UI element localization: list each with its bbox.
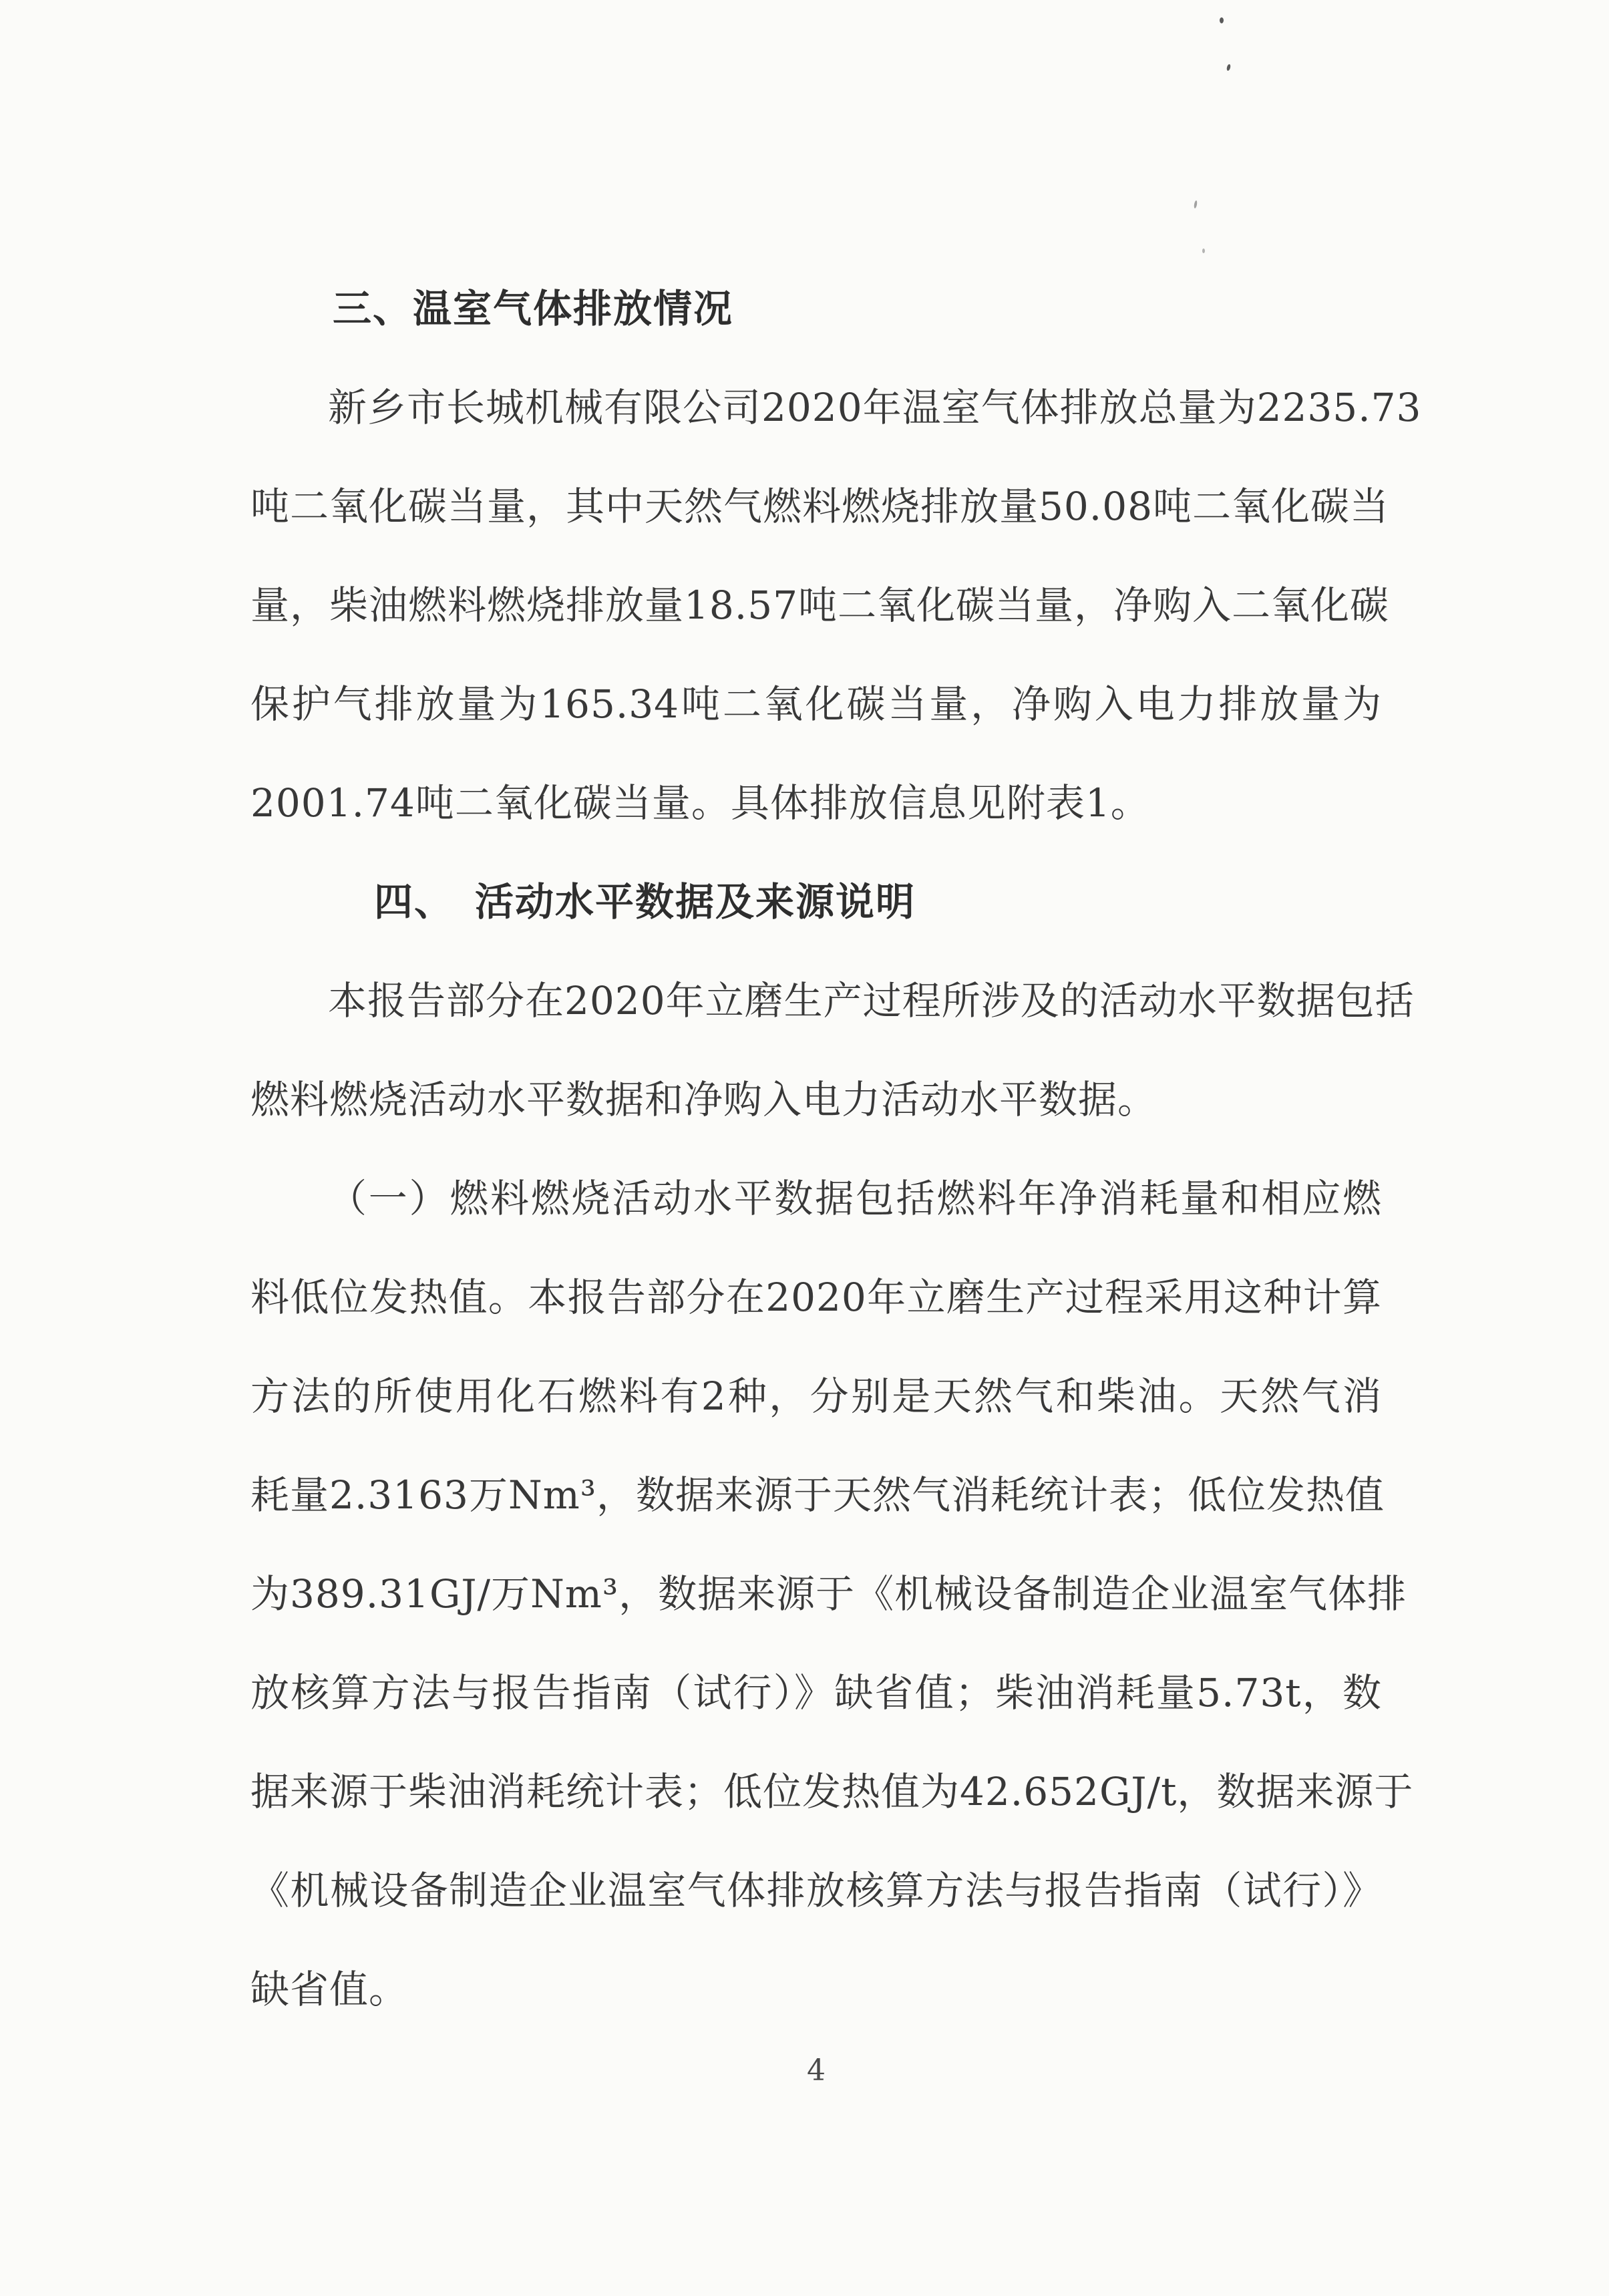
paragraph-3-line-5: 为389.31GJ/万Nm³，数据来源于《机械设备制造企业温室气体排 bbox=[250, 1571, 1407, 1617]
paragraph-3-line-1: （一）燃料燃烧活动水平数据包括燃料年净消耗量和相应燃 bbox=[328, 1176, 1382, 1221]
paragraph-3-line-3: 方法的所使用化石燃料有2种，分别是天然气和柴油。天然气消 bbox=[250, 1373, 1382, 1419]
paragraph-1-line-2: 吨二氧化碳当量，其中天然气燃料燃烧排放量50.08吨二氧化碳当 bbox=[250, 484, 1390, 529]
paragraph-1-line-4: 保护气排放量为165.34吨二氧化碳当量，净购入电力排放量为 bbox=[250, 681, 1382, 727]
section-4-heading: 四、 活动水平数据及来源说明 bbox=[374, 879, 916, 925]
paragraph-3-line-8: 《机械设备制造企业温室气体排放核算方法与报告指南（试行）》 bbox=[250, 1868, 1382, 1913]
paragraph-1-line-5: 2001.74吨二氧化碳当量。具体排放信息见附表1。 bbox=[250, 780, 1150, 826]
paragraph-3-line-9: 缺省值。 bbox=[250, 1967, 409, 2012]
scan-speck-icon bbox=[1194, 200, 1198, 209]
paragraph-2-line-2: 燃料燃烧活动水平数据和净购入电力活动水平数据。 bbox=[250, 1077, 1157, 1122]
paragraph-3-line-2: 料低位发热值。本报告部分在2020年立磨生产过程采用这种计算 bbox=[250, 1275, 1382, 1320]
paragraph-1-line-1: 新乡市长城机械有限公司2020年温室气体排放总量为2235.73 bbox=[328, 385, 1422, 430]
paragraph-3-line-4: 耗量2.3163万Nm³，数据来源于天然气消耗统计表；低位发热值 bbox=[250, 1472, 1385, 1518]
section-3-heading: 三、温室气体排放情况 bbox=[333, 286, 734, 331]
paragraph-3-line-7: 据来源于柴油消耗统计表；低位发热值为42.652GJ/t，数据来源于 bbox=[250, 1769, 1414, 1814]
scan-speck-icon bbox=[1220, 17, 1224, 23]
paragraph-3-line-6: 放核算方法与报告指南（试行）》缺省值；柴油消耗量5.73t，数 bbox=[250, 1670, 1382, 1715]
scan-speck-icon bbox=[1202, 249, 1205, 253]
page-number: 4 bbox=[807, 2054, 826, 2088]
scan-speck-icon bbox=[1226, 64, 1231, 71]
paragraph-1-line-3: 量，柴油燃料燃烧排放量18.57吨二氧化碳当量，净购入二氧化碳 bbox=[250, 583, 1390, 628]
document-body bbox=[250, 259, 1422, 2039]
paragraph-2-line-1: 本报告部分在2020年立磨生产过程所涉及的活动水平数据包括 bbox=[328, 978, 1415, 1023]
